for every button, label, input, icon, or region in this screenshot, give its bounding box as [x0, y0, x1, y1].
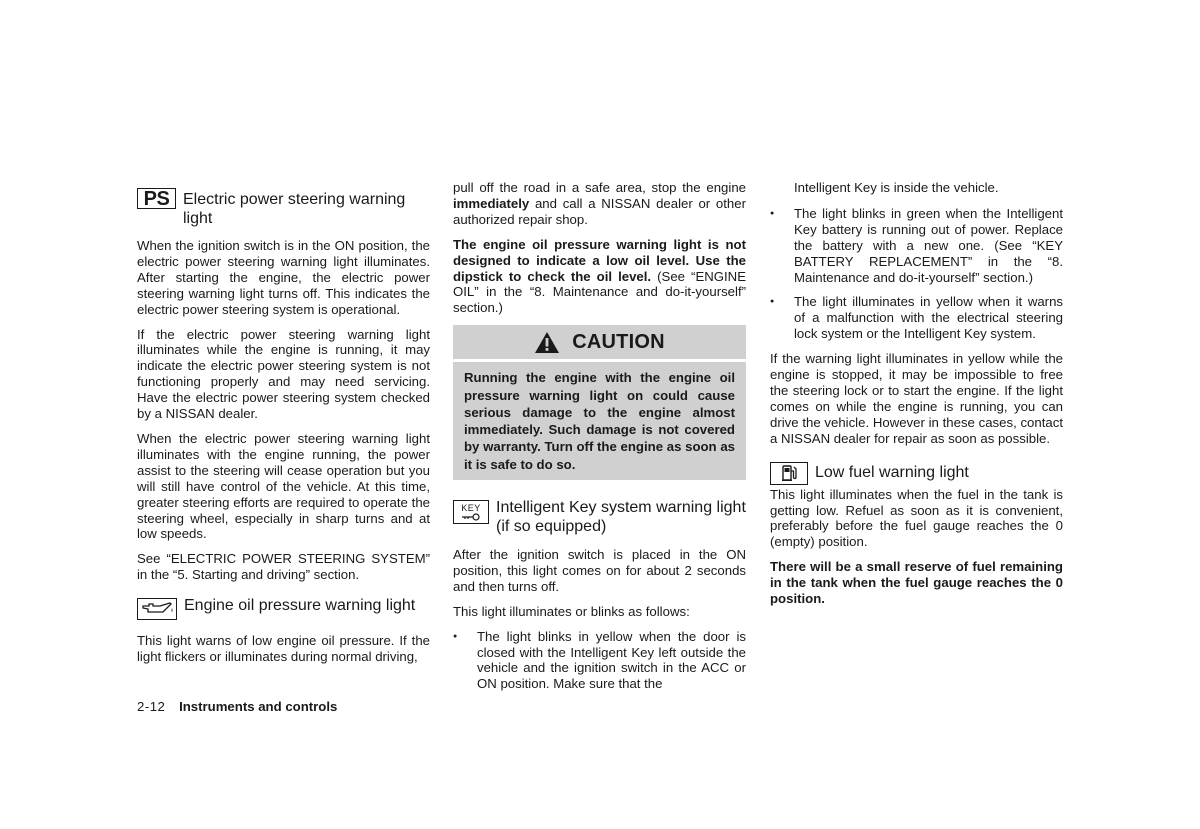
bullet-list — [770, 180, 1063, 342]
bullet-icon: ● — [770, 209, 775, 217]
list-item: ● The light blinks in green when the Intelligent Key battery is running out of power. Replace the battery with a new one. (See “KEY BATTERY REPLACEMENT” in the “8. Maintenance and do-it-yourself” section.) — [770, 205, 1063, 285]
bullet-icon: ● — [453, 632, 458, 640]
bullet-icon: ● — [770, 298, 775, 306]
paragraph: When the electric power steering warning light illuminates with the engine running, the power assist to the steering will cease operation but you will still have control of the vehicle. At this time, greater steering efforts are required to operate the steering wheel, especially in sharp turns and at low speeds. — [137, 430, 430, 542]
warning-triangle-icon — [534, 331, 560, 354]
caution-label: CAUTION — [572, 330, 665, 353]
ps-heading-text: Electric power steering warning light — [183, 191, 406, 227]
oil-heading — [137, 597, 430, 620]
oil-heading-text: Engine oil pressure warning light — [184, 597, 416, 615]
list-item: ● The light illuminates in yellow when it warns of a malfunction with the electrical steering lock system or the Intelligent Key system. — [770, 294, 1063, 342]
fuel-pump-icon — [770, 462, 808, 485]
paragraph: After the ignition switch is placed in the ON position, this light comes on for about 2 seconds and then turns off. — [453, 547, 746, 594]
paragraph: This light illuminates when the fuel in the tank is getting low. Refuel as soon as it is convenient, preferably before the fuel gauge reaches the 0 (empty) position. — [770, 486, 1063, 550]
column-middle — [453, 180, 746, 701]
section-title: Instruments and controls — [179, 699, 338, 714]
page-number: 2-12 — [137, 699, 166, 714]
key-icon: KEY — [453, 500, 489, 524]
ps-heading — [137, 180, 430, 228]
oil-can-icon — [137, 598, 177, 620]
paragraph: If the electric power steering warning light illuminates while the engine is running, it may indicate the electric power steering system is not functioning properly and may need servicing. Have the electric power steering system checked by a NISSAN dealer. — [137, 326, 430, 422]
paragraph: If the warning light illuminates in yellow while the engine is stopped, it may be impossible to free the steering lock or to start the engine. If the light comes on while the engine is running, you can drive the vehicle. However in these cases, contact a NISSAN dealer for repair as soon as possible. — [770, 351, 1063, 446]
key-heading — [453, 499, 746, 536]
paragraph: This light warns of low engine oil pressure. If the light flickers or illuminates during normal driving, — [137, 633, 430, 665]
paragraph: When the ignition switch is in the ON position, the electric power steering warning light illuminates. After starting the engine, the electric power steering warning light turns off. This indicates the electric power steering system is operational. — [137, 238, 430, 317]
fuel-heading — [770, 461, 1063, 485]
key-heading-text: Intelligent Key system warning light (if so equipped) — [496, 499, 746, 535]
caution-box — [453, 325, 746, 480]
caution-text: Running the engine with the engine oil pressure warning light on could cause serious damage to the engine almost immediately. Such damage is not covered by warranty. Turn off the engine as soon as it is safe to do so. — [453, 362, 746, 480]
caution-header — [453, 325, 746, 359]
column-right — [770, 180, 1063, 616]
bullet-list — [453, 629, 746, 693]
paragraph: This light illuminates or blinks as follows: — [453, 603, 690, 619]
page-footer — [137, 699, 337, 714]
paragraph: There will be a small reserve of fuel remaining in the tank when the fuel gauge reaches the 0 position. — [770, 559, 1063, 607]
column-left — [137, 180, 430, 674]
paragraph: See “ELECTRIC POWER STEERING SYSTEM” in the “5. Starting and driving” section. — [137, 551, 430, 583]
paragraph: The engine oil pressure warning light is not designed to indicate a low oil level. Use the dipstick to check the oil level. (See “ENGINE OIL” in the “8. Maintenance and do-it-yourself” section.) — [453, 236, 747, 316]
paragraph: pull off the road in a safe area, stop the engine immediately and call a NISSAN dealer or other authorized repair shop. — [453, 180, 746, 227]
list-item: ● The light blinks in yellow when the door is closed with the Intelligent Key left outside the vehicle and the ignition switch in the ACC or ON position. Make sure that the — [453, 628, 746, 692]
list-item-continued: Intelligent Key is inside the vehicle. — [794, 180, 999, 195]
fuel-heading-text: Low fuel warning light — [815, 463, 969, 481]
power-steering-icon: PS — [137, 188, 176, 209]
